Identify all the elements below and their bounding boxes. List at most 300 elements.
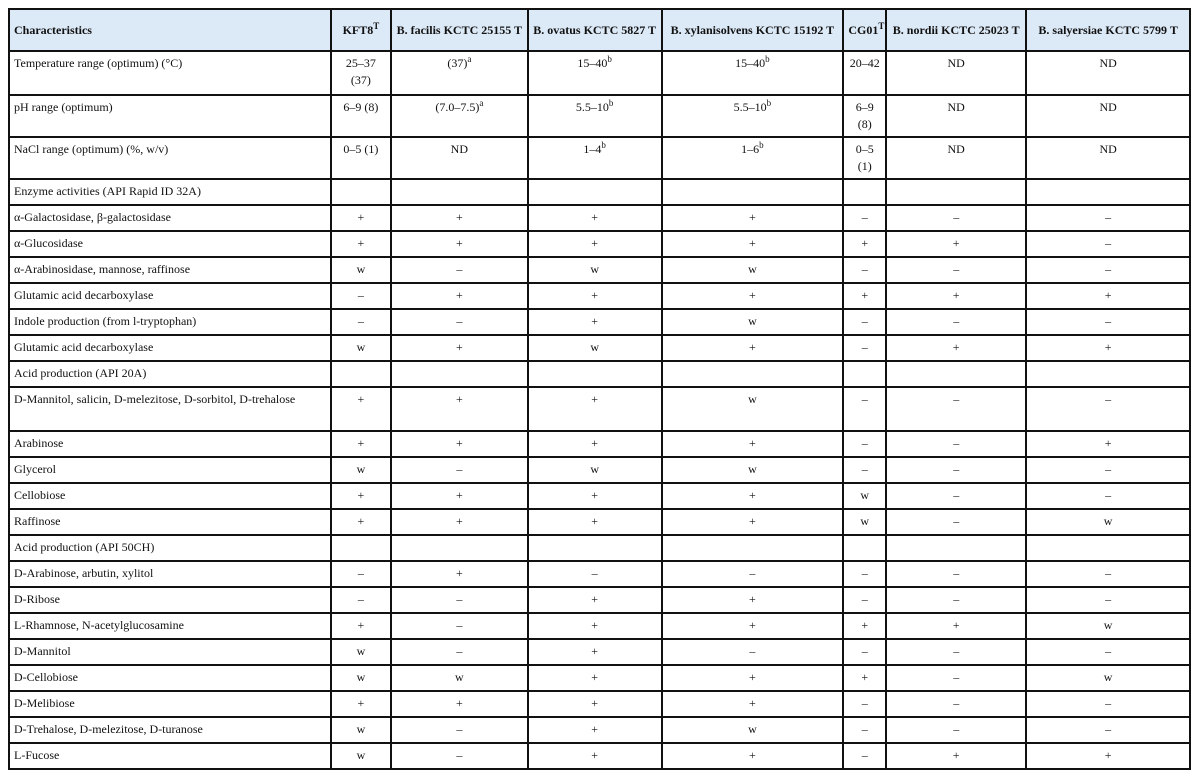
column-header-label: B. salyersiae KCTC 5799 T	[1038, 22, 1178, 37]
cell-value: –	[953, 314, 960, 328]
cell-value: –	[861, 644, 868, 658]
cell-value: ND	[947, 56, 965, 70]
cell-value: w	[455, 670, 464, 684]
table-row	[9, 283, 1190, 309]
value-cell	[331, 309, 391, 335]
cell-value: –	[456, 722, 463, 736]
value-cell	[662, 95, 844, 137]
value-cell	[662, 717, 844, 743]
value-cell	[528, 613, 662, 639]
cell-value: –	[456, 462, 463, 476]
value-cell	[528, 179, 662, 205]
value-cell	[331, 257, 391, 283]
cell-value: ND	[947, 100, 965, 114]
cell-value: –	[953, 670, 960, 684]
cell-value: +	[455, 210, 463, 224]
row-label-cell	[9, 509, 331, 535]
value-cell	[1026, 387, 1190, 431]
value-cell	[331, 561, 391, 587]
value-cell	[662, 509, 844, 535]
value-cell	[886, 717, 1026, 743]
cell-value: –	[953, 696, 960, 710]
value-cell	[662, 283, 844, 309]
table-row	[9, 137, 1190, 179]
value-cell	[886, 613, 1026, 639]
value-cell	[843, 137, 886, 179]
row-label-cell	[9, 283, 331, 309]
cell-value: w	[748, 392, 757, 406]
value-cell	[1026, 587, 1190, 613]
row-label-cell	[9, 95, 331, 137]
cell-value: w	[356, 644, 366, 658]
table-row	[9, 335, 1190, 361]
value-cell	[886, 535, 1026, 561]
value-cell	[391, 483, 528, 509]
value-cell	[1026, 561, 1190, 587]
value-cell	[662, 231, 844, 257]
value-cell	[886, 431, 1026, 457]
cell-value: +	[591, 722, 599, 736]
value-cell	[391, 561, 528, 587]
value-cell	[843, 457, 886, 483]
cell-value: 1–4	[583, 142, 602, 156]
table-body	[9, 51, 1190, 769]
value-cell	[331, 743, 391, 769]
value-cell	[331, 387, 391, 431]
value-cell	[843, 51, 886, 95]
value-cell	[843, 95, 886, 137]
value-cell	[331, 613, 391, 639]
value-cell	[843, 691, 886, 717]
table-row	[9, 431, 1190, 457]
cell-value: +	[591, 696, 599, 710]
table-row	[9, 613, 1190, 639]
row-label: D-Melibiose	[14, 696, 75, 710]
row-label-cell	[9, 613, 331, 639]
value-cell	[886, 483, 1026, 509]
value-cell	[528, 639, 662, 665]
cell-value: –	[861, 696, 868, 710]
value-cell	[331, 535, 391, 561]
cell-value: +	[455, 392, 463, 406]
cell-value: –	[456, 314, 463, 328]
value-cell	[886, 457, 1026, 483]
cell-value: +	[591, 670, 599, 684]
cell-value: w	[1103, 514, 1113, 528]
value-cell	[1026, 95, 1190, 137]
value-cell	[331, 283, 391, 309]
row-label-cell	[9, 561, 331, 587]
value-cell	[391, 309, 528, 335]
footnote-marker: b	[607, 54, 612, 64]
cell-value: w	[748, 462, 757, 476]
cell-value: +	[861, 670, 869, 684]
value-cell	[528, 95, 662, 137]
value-cell	[886, 309, 1026, 335]
value-cell	[331, 361, 391, 387]
value-cell	[391, 257, 528, 283]
value-cell	[1026, 137, 1190, 179]
value-cell	[391, 95, 528, 137]
cell-value: –	[456, 262, 463, 276]
value-cell	[528, 535, 662, 561]
cell-value: +	[591, 436, 599, 450]
cell-value: –	[1105, 592, 1112, 606]
cell-value: –	[953, 462, 960, 476]
column-header	[331, 9, 391, 51]
cell-value: 5.5–10	[575, 100, 609, 114]
footnote-marker: b	[759, 140, 764, 150]
characteristics-table	[8, 8, 1191, 770]
footnote-marker: b	[601, 140, 606, 150]
value-cell	[662, 535, 844, 561]
column-header-label: B. xylanisolvens KCTC 15192 T	[670, 22, 835, 37]
value-cell	[331, 639, 391, 665]
cell-value: +	[1104, 340, 1112, 354]
row-label: Temperature range (optimum) (°C)	[14, 56, 183, 70]
column-header	[9, 9, 331, 51]
table-row	[9, 561, 1190, 587]
value-cell	[1026, 457, 1190, 483]
table-row	[9, 257, 1190, 283]
value-cell	[391, 231, 528, 257]
value-cell	[886, 231, 1026, 257]
cell-value: –	[1105, 696, 1112, 710]
row-label-cell	[9, 257, 331, 283]
cell-value: +	[455, 566, 463, 580]
cell-value: +	[357, 210, 365, 224]
value-cell	[331, 137, 391, 179]
row-label: NaCl range (optimum) (%, w/v)	[14, 142, 169, 156]
header-row	[9, 9, 1190, 51]
row-label-cell	[9, 743, 331, 769]
cell-value: +	[357, 488, 365, 502]
cell-value: –	[953, 488, 960, 502]
row-label-cell	[9, 535, 331, 561]
value-cell	[843, 335, 886, 361]
cell-value: –	[953, 436, 960, 450]
value-cell	[528, 361, 662, 387]
cell-value: 6–9 (8)	[343, 100, 379, 114]
value-cell	[1026, 483, 1190, 509]
value-cell	[391, 137, 528, 179]
cell-value: –	[1105, 314, 1112, 328]
cell-value: –	[861, 340, 868, 354]
cell-value: +	[861, 618, 869, 632]
cell-value: –	[953, 722, 960, 736]
row-label-cell	[9, 639, 331, 665]
value-cell	[886, 257, 1026, 283]
row-label: L-Fucose	[14, 748, 60, 762]
cell-value: –	[861, 392, 868, 406]
value-cell	[843, 231, 886, 257]
cell-value: 20–42	[849, 56, 880, 70]
cell-value: ND	[450, 142, 468, 156]
value-cell	[391, 535, 528, 561]
value-cell	[331, 179, 391, 205]
row-label: α-Galactosidase, β-galactosidase	[14, 210, 171, 224]
row-label: α-Glucosidase	[14, 236, 83, 250]
value-cell	[843, 283, 886, 309]
value-cell	[391, 613, 528, 639]
cell-value: +	[749, 488, 756, 502]
cell-value: +	[952, 618, 960, 632]
value-cell	[886, 509, 1026, 535]
cell-value: –	[953, 210, 960, 224]
value-cell	[843, 179, 886, 205]
table-row	[9, 387, 1190, 431]
row-label: D-Ribose	[14, 592, 60, 606]
value-cell	[886, 179, 1026, 205]
value-cell	[1026, 179, 1190, 205]
value-cell	[886, 95, 1026, 137]
value-cell	[331, 509, 391, 535]
value-cell	[662, 561, 844, 587]
cell-value: w	[356, 340, 366, 354]
cell-value: +	[591, 618, 599, 632]
value-cell	[391, 587, 528, 613]
table-row	[9, 717, 1190, 743]
value-cell	[662, 387, 844, 431]
row-label-cell	[9, 335, 331, 361]
row-label-cell	[9, 51, 331, 95]
value-cell	[391, 717, 528, 743]
row-label-cell	[9, 431, 331, 457]
value-cell	[886, 587, 1026, 613]
table-row	[9, 205, 1190, 231]
cell-value: –	[1105, 210, 1112, 224]
value-cell	[528, 561, 662, 587]
cell-value: –	[861, 592, 868, 606]
cell-value: –	[456, 644, 463, 658]
row-label-cell	[9, 387, 331, 431]
value-cell	[843, 309, 886, 335]
value-cell	[843, 257, 886, 283]
cell-value: –	[357, 592, 364, 606]
value-cell	[528, 457, 662, 483]
cell-value: –	[1105, 262, 1112, 276]
cell-value: +	[749, 670, 756, 684]
cell-value: +	[455, 488, 463, 502]
row-label: D-Arabinose, arbutin, xylitol	[14, 566, 154, 580]
row-label-cell	[9, 179, 331, 205]
table-row	[9, 535, 1190, 561]
value-cell	[886, 205, 1026, 231]
value-cell	[662, 691, 844, 717]
value-cell	[662, 335, 844, 361]
row-label: Arabinose	[14, 436, 64, 450]
value-cell	[391, 387, 528, 431]
value-cell	[1026, 257, 1190, 283]
value-cell	[391, 335, 528, 361]
cell-value: w	[1103, 670, 1113, 684]
cell-value: +	[1104, 748, 1112, 762]
cell-value: –	[953, 262, 960, 276]
row-label-cell	[9, 587, 331, 613]
value-cell	[843, 561, 886, 587]
value-cell	[331, 51, 391, 95]
cell-value: –	[357, 314, 364, 328]
cell-value: –	[1105, 462, 1112, 476]
cell-value: (37)	[447, 56, 468, 70]
cell-value: –	[861, 262, 868, 276]
cell-value: +	[1104, 436, 1112, 450]
cell-value: w	[748, 262, 757, 276]
value-cell	[886, 137, 1026, 179]
value-cell	[843, 483, 886, 509]
row-label-cell	[9, 665, 331, 691]
value-cell	[528, 431, 662, 457]
cell-value: +	[1104, 288, 1112, 302]
value-cell	[391, 665, 528, 691]
cell-value: w	[590, 340, 599, 354]
value-cell	[843, 665, 886, 691]
cell-value: +	[749, 618, 756, 632]
value-cell	[843, 717, 886, 743]
cell-value: w	[748, 722, 757, 736]
row-label-cell	[9, 309, 331, 335]
value-cell	[528, 137, 662, 179]
cell-value: –	[456, 748, 463, 762]
cell-value: +	[861, 236, 869, 250]
value-cell	[528, 283, 662, 309]
table-row	[9, 587, 1190, 613]
cell-value: –	[861, 748, 868, 762]
value-cell	[528, 205, 662, 231]
row-label-cell	[9, 137, 331, 179]
row-label: L-Rhamnose, N-acetylglucosamine	[14, 618, 184, 632]
value-cell	[886, 387, 1026, 431]
cell-value: –	[591, 566, 598, 580]
row-label: pH range (optimum)	[14, 100, 113, 114]
cell-value: –	[861, 210, 868, 224]
value-cell	[662, 179, 844, 205]
cell-value: 0–5 (1)	[343, 142, 379, 156]
cell-value: 5.5–10	[733, 100, 767, 114]
cell-value: +	[952, 236, 960, 250]
row-label: D-Mannitol, salicin, D-melezitose, D-sorbitol, D-trehalose	[14, 392, 296, 406]
value-cell	[843, 205, 886, 231]
cell-value: +	[749, 436, 756, 450]
value-cell	[331, 335, 391, 361]
value-cell	[528, 509, 662, 535]
row-label: Enzyme activities (API Rapid ID 32A)	[14, 184, 201, 198]
value-cell	[843, 361, 886, 387]
cell-value: +	[591, 748, 599, 762]
cell-value: –	[953, 644, 960, 658]
cell-value: 15–40	[577, 56, 608, 70]
value-cell	[391, 51, 528, 95]
footnote-marker: b	[765, 54, 770, 64]
cell-value: –	[953, 392, 960, 406]
row-label-cell	[9, 457, 331, 483]
value-cell	[886, 561, 1026, 587]
row-label: α-Arabinosidase, mannose, raffinose	[14, 262, 191, 276]
cell-value: +	[591, 288, 599, 302]
column-header	[843, 9, 886, 51]
cell-value: –	[1105, 722, 1112, 736]
cell-value: w	[590, 462, 599, 476]
table-row	[9, 51, 1190, 95]
cell-value: –	[861, 436, 868, 450]
cell-value: +	[749, 288, 756, 302]
value-cell	[662, 743, 844, 769]
value-cell	[331, 231, 391, 257]
value-cell	[391, 457, 528, 483]
value-cell	[1026, 665, 1190, 691]
value-cell	[391, 743, 528, 769]
row-label-cell	[9, 483, 331, 509]
value-cell	[331, 95, 391, 137]
cell-value: ND	[1099, 56, 1117, 70]
row-label-cell	[9, 691, 331, 717]
value-cell	[662, 665, 844, 691]
cell-value: +	[591, 210, 599, 224]
cell-value: w	[860, 488, 870, 502]
value-cell	[1026, 361, 1190, 387]
table-row	[9, 639, 1190, 665]
value-cell	[662, 457, 844, 483]
cell-value: –	[456, 592, 463, 606]
value-cell	[843, 387, 886, 431]
cell-value: +	[861, 288, 869, 302]
value-cell	[1026, 717, 1190, 743]
cell-value: –	[861, 462, 868, 476]
value-cell	[391, 361, 528, 387]
footnote-marker: a	[467, 54, 472, 64]
cell-value: –	[1105, 392, 1112, 406]
row-label: Glutamic acid decarboxylase	[14, 288, 154, 302]
cell-value: +	[749, 340, 756, 354]
value-cell	[528, 387, 662, 431]
table-row	[9, 665, 1190, 691]
cell-value: +	[357, 696, 365, 710]
cell-value: 1–6	[741, 142, 760, 156]
value-cell	[886, 51, 1026, 95]
cell-value: 6–9 (8)	[855, 100, 874, 131]
value-cell	[1026, 231, 1190, 257]
cell-value: –	[749, 644, 756, 658]
cell-value: –	[749, 566, 756, 580]
value-cell	[843, 535, 886, 561]
cell-value: +	[591, 592, 599, 606]
value-cell	[391, 691, 528, 717]
value-cell	[391, 431, 528, 457]
row-label: Glycerol	[14, 462, 56, 476]
value-cell	[391, 179, 528, 205]
value-cell	[662, 613, 844, 639]
row-label: D-Trehalose, D-melezitose, D-turanose	[14, 722, 203, 736]
value-cell	[528, 335, 662, 361]
cell-value: +	[749, 210, 756, 224]
value-cell	[1026, 205, 1190, 231]
value-cell	[528, 231, 662, 257]
value-cell	[886, 743, 1026, 769]
value-cell	[391, 639, 528, 665]
value-cell	[528, 257, 662, 283]
cell-value: +	[952, 340, 960, 354]
value-cell	[662, 309, 844, 335]
cell-value: +	[591, 236, 599, 250]
value-cell	[886, 283, 1026, 309]
table-row	[9, 361, 1190, 387]
value-cell	[662, 257, 844, 283]
value-cell	[886, 335, 1026, 361]
value-cell	[662, 587, 844, 613]
value-cell	[528, 309, 662, 335]
value-cell	[886, 665, 1026, 691]
value-cell	[331, 717, 391, 743]
